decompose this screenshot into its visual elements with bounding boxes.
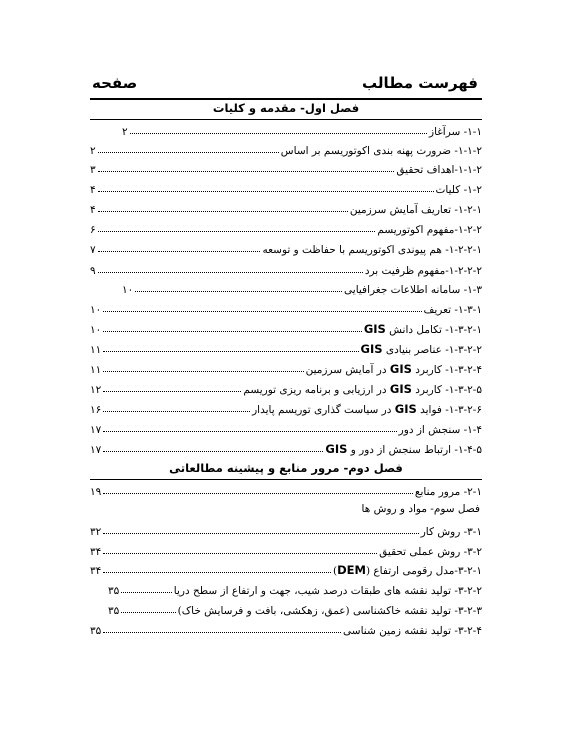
entry-page: ۳۵ [90, 625, 102, 637]
toc-entry[interactable] [90, 561, 482, 577]
toc-entry[interactable] [90, 360, 482, 376]
entry-page: ۳۵ [108, 605, 120, 617]
leader-dots [103, 492, 413, 494]
entry-page: ۹ [90, 265, 96, 277]
entry-page: ۳۲ [90, 526, 102, 538]
toc-entry[interactable] [90, 200, 482, 216]
leader-dots [103, 350, 358, 352]
entry-page: ۱۹ [90, 486, 102, 498]
toc-entry[interactable] [90, 320, 482, 336]
entry-text: ۱-۳-۲-۵- کاربرد GIS در ارزیابی و برنامه ریزی توریسم [243, 382, 482, 396]
toc-entry[interactable] [122, 122, 482, 138]
entry-page: ۳ [90, 164, 96, 176]
toc-entry[interactable] [90, 240, 482, 256]
entry-page: ۱۶ [90, 404, 102, 416]
chapter-2-heading [0, 461, 572, 475]
entry-page: ۷ [90, 244, 96, 256]
entry-text: ۱-۲-۲-مفهوم اکوتوریسم [377, 224, 482, 236]
toc-entry[interactable] [90, 482, 482, 498]
entry-text: ۱-۲- کلیات [435, 184, 482, 196]
entry-text: ۱-۳-۲-۱- تکامل دانش GIS [363, 322, 482, 336]
toc-entry[interactable] [90, 440, 482, 456]
toc-entry[interactable] [90, 621, 482, 637]
entry-text: ۱-۱-۲- ضرورت پهنه بندی اکوتوریسم بر اساس [280, 145, 482, 157]
entry-page: ۴ [90, 184, 96, 196]
entry-page: ۱۲ [90, 384, 102, 396]
entry-text: ۳-۲-۳- تولید نقشه خاکشناسی (عمق، زهکشی، بافت و فرسایش خاک) [177, 605, 482, 617]
toc-entry[interactable] [90, 380, 482, 396]
entry-page: ۶ [90, 224, 96, 236]
entry-text: ۱-۱-۲-اهداف تحقیق [396, 164, 482, 176]
leader-dots [98, 170, 395, 172]
entry-text: ۱-۳- سامانه اطلاعات جغرافیایی [344, 284, 482, 296]
toc-entry[interactable] [90, 220, 482, 236]
chapter-1-title: فصل اول- مقدمه و کلیات [212, 101, 360, 115]
leader-dots [121, 591, 171, 593]
leader-dots [103, 410, 250, 412]
entry-page: ۳۴ [90, 565, 102, 577]
entry-text: ۳-۲-۱-مدل رقومی ارتفاع (DEM) [333, 563, 482, 577]
toc-entry[interactable] [90, 400, 482, 416]
leader-dots [103, 450, 323, 452]
entry-text: ۱-۴-۵- ارتباط سنجش از دور و GIS [325, 442, 482, 456]
toc-entry[interactable] [90, 522, 482, 538]
entry-page: ۱۰ [90, 324, 102, 336]
leader-dots [103, 571, 331, 573]
toc-entry[interactable] [90, 340, 482, 356]
entry-page: ۳۵ [108, 585, 120, 597]
leader-dots [103, 552, 377, 554]
leader-dots [98, 250, 261, 252]
leader-dots [135, 290, 342, 292]
entry-page: ۱۰ [90, 304, 102, 316]
entry-text: ۱-۱- سرآغاز [429, 126, 482, 138]
toc-entry[interactable] [108, 581, 482, 597]
entry-page: ۱۱ [90, 364, 102, 376]
toc-entry[interactable] [90, 180, 482, 196]
leader-dots [98, 271, 363, 273]
entry-page: ۳۴ [90, 546, 102, 558]
entry-text: ۱-۳-۲-۶- فواید GIS در سیاست گذاری توریسم پایدار [252, 402, 482, 416]
toc-entry[interactable] [90, 261, 482, 277]
toc-entry[interactable] [108, 601, 482, 617]
entry-text: ۳-۲-۴- تولید نقشه زمین شناسی [343, 625, 482, 637]
entry-page: ۴ [90, 204, 96, 216]
entry-text: ۱-۲-۲-۲-مفهوم ظرفیت برد [364, 265, 482, 277]
toc-entry[interactable] [90, 160, 482, 176]
toc-entry[interactable] [90, 542, 482, 558]
toc-entry[interactable] [90, 300, 482, 316]
leader-dots [98, 210, 348, 212]
leader-dots [98, 190, 434, 192]
entry-text: ۳-۱- روش کار [420, 526, 482, 538]
entry-page: ۱۷ [90, 444, 102, 456]
entry-page: ۲ [90, 145, 96, 157]
page-column-label: صفحه [92, 74, 138, 92]
leader-dots [121, 611, 175, 613]
leader-dots [103, 532, 418, 534]
entry-text: ۱-۳-۲-۲- عناصر بنیادی GIS [360, 342, 482, 356]
chapter-3-title: فصل سوم- مواد و روش ها [361, 503, 480, 515]
toc-entry[interactable] [90, 141, 482, 157]
entry-text: ۳-۲- روش عملی تحقیق [379, 546, 482, 558]
leader-dots [130, 132, 427, 134]
toc-title: فهرست مطالب [362, 74, 478, 92]
chapter-3-heading [362, 503, 480, 515]
leader-dots [98, 230, 376, 232]
entry-text: ۱-۴- سنجش از دور [398, 424, 482, 436]
leader-dots [103, 310, 421, 312]
leader-dots [103, 430, 396, 432]
entry-text: ۳-۲-۲- تولید نقشه های طبقات درصد شیب، جهت و ارتفاع از سطح دریا [173, 585, 482, 597]
toc-entry[interactable] [90, 420, 482, 436]
leader-dots [103, 631, 341, 633]
entry-page: ۱۰ [122, 284, 134, 296]
entry-page: ۲ [122, 126, 128, 138]
chapter-2-title: فصل دوم- مرور منابع و پیشینه مطالعاتی [169, 461, 403, 475]
leader-dots [103, 370, 303, 372]
leader-dots [103, 390, 241, 392]
toc-entry[interactable] [122, 280, 482, 296]
leader-dots [98, 151, 279, 153]
entry-text: ۱-۲-۱- تعاریف آمایش سرزمین [349, 204, 482, 216]
entry-text: ۱-۳-۲-۴- کاربرد GIS در آمایش سرزمین [305, 362, 482, 376]
chapter-2-rule [90, 479, 482, 480]
entry-text: ۱-۳-۱- تعریف [423, 304, 482, 316]
entry-page: ۱۷ [90, 424, 102, 436]
entry-text: ۲-۱- مرور منابع [414, 486, 482, 498]
leader-dots [103, 330, 362, 332]
entry-text: ۱-۲-۲-۱- هم پیوندی اکوتوریسم با حفاظت و توسعه [262, 244, 482, 256]
entry-page: ۱۱ [90, 344, 102, 356]
